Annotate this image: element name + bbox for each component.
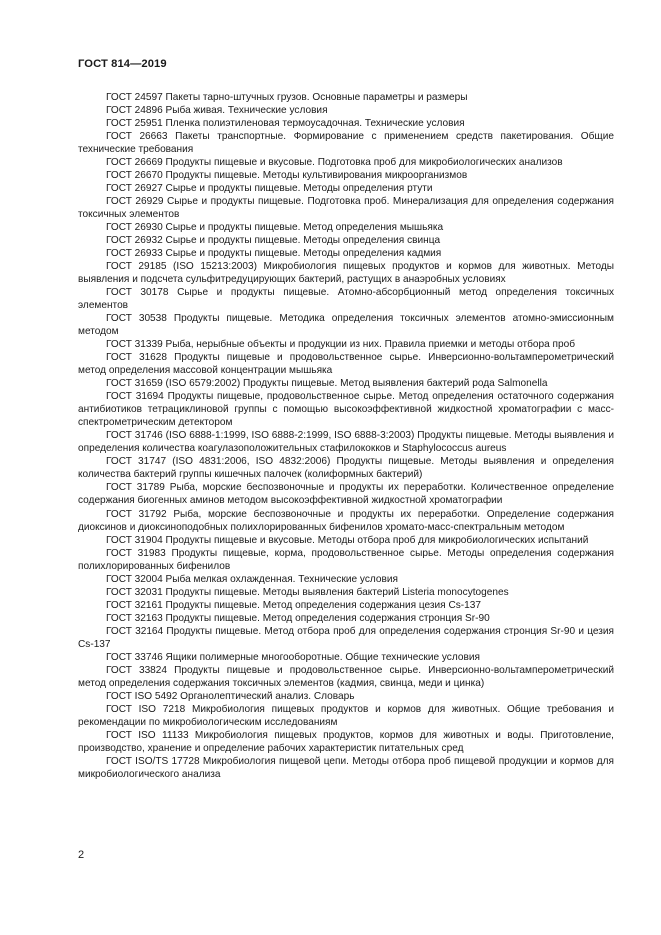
reference-item: ГОСТ ISO 11133 Микробиология пищевых продуктов, кормов для животных и воды. Приготовление, производство, хранение и определение рабочих характеристик питательных сред	[78, 729, 614, 754]
reference-item: ГОСТ 24597 Пакеты тарно-штучных грузов. Основные параметры и размеры	[106, 92, 468, 103]
reference-item: ГОСТ 26663 Пакеты транспортные. Формирование с применением средств пакетирования. Общие технические требования	[78, 131, 614, 156]
reference-item: ГОСТ 24896 Рыба живая. Технические условия	[106, 105, 328, 117]
normative-references-list	[78, 91, 614, 781]
reference-item: ГОСТ 31983 Продукты пищевые, корма, продовольственное сырье. Методы определения содержания полихлорированных бифенилов	[78, 547, 614, 572]
reference-item: ГОСТ 30178 Сырье и продукты пищевые. Атомно-абсорбционный метод определения токсичных элементов	[78, 287, 614, 312]
reference-item: ГОСТ 32163 Продукты пищевые. Метод определения содержания стронция Sr-90	[106, 612, 490, 624]
reference-item: ГОСТ 31628 Продукты пищевые и продовольственное сырье. Инверсионно-вольтамперометрический метод определения массовой концентрации мышьяка	[78, 352, 614, 377]
reference-item: ГОСТ 31747 (ISO 4831:2006, ISO 4832:2006) Продукты пищевые. Методы выявления и определения количества бактерий группы кишечных палочек (колиформных бактерий)	[78, 456, 614, 481]
reference-item: ГОСТ 31694 Продукты пищевые, продовольственное сырье. Метод определения остаточного содержания антибиотиков тетрациклиновой группы с помощью высокоэффективной жидкостной хроматографии с масс-спектрометрическим детектором	[78, 391, 614, 429]
reference-item: ГОСТ 32161 Продукты пищевые. Метод определения содержания цезия Cs-137	[106, 599, 481, 611]
reference-item: ГОСТ 26670 Продукты пищевые. Методы культивирования микроорганизмов	[106, 170, 468, 182]
reference-item: ГОСТ ISO 5492 Органолептический анализ. Словарь	[106, 690, 355, 702]
reference-item: ГОСТ 33746 Ящики полимерные многооборотные. Общие технические условия	[106, 651, 480, 663]
reference-item: ГОСТ 32004 Рыба мелкая охлажденная. Технические условия	[106, 573, 398, 585]
reference-item: ГОСТ 33824 Продукты пищевые и продовольственное сырье. Инверсионно-вольтамперометрический метод определения содержания токсичных элементов (кадмия, свинца, меди и цинка)	[78, 664, 614, 689]
reference-item: ГОСТ 26929 Сырье и продукты пищевые. Подготовка проб. Минерализация для определения содержания токсичных элементов	[78, 196, 614, 221]
reference-item: ГОСТ ISO 7218 Микробиология пищевых продуктов и кормов для животных. Общие требования и рекомендации по микробиологическим исследованиям	[78, 703, 614, 728]
reference-item: ГОСТ 31339 Рыба, нерыбные объекты и продукции из них. Правила приемки и методы отбора проб	[106, 339, 575, 351]
reference-item: ГОСТ 30538 Продукты пищевые. Методика определения токсичных элементов атомно-эмиссионным методом	[78, 313, 614, 338]
reference-item: ГОСТ 31746 (ISO 6888-1:1999, ISO 6888-2:1999, ISO 6888-3:2003) Продукты пищевые. Методы выявления и определения количества коагулазоположительных стафилококков и Staphylococcus aureus	[78, 430, 614, 455]
page-number: 2	[78, 849, 85, 861]
reference-item: ГОСТ 26933 Сырье и продукты пищевые. Методы определения кадмия	[106, 248, 442, 260]
reference-item: ГОСТ 29185 (ISO 15213:2003) Микробиология пищевых продуктов и кормов для животных. Методы выявления и подсчета сульфитредуцирующих бактерий, растущих в анаэробных условиях	[78, 261, 614, 286]
reference-item: ГОСТ ISO/TS 17728 Микробиология пищевой цепи. Методы отбора проб пищевой продукции и кормов для микробиологического анализа	[78, 755, 614, 780]
reference-item: ГОСТ 32031 Продукты пищевые. Методы выявления бактерий Listeria monocytogenes	[106, 586, 509, 598]
reference-item: ГОСТ 31792 Рыба, морские беспозвоночные и продукты их переработки. Определение содержания диоксинов и диоксиноподобных полихлорированных бифенилов хромато-масс-спектральным методом	[78, 508, 614, 533]
reference-item: ГОСТ 32164 Продукты пищевые. Метод отбора проб для определения содержания стронция Sr-90 и цезия Cs-137	[78, 625, 614, 650]
reference-item: ГОСТ 26930 Сырье и продукты пищевые. Метод определения мышьяка	[106, 222, 444, 234]
reference-item: ГОСТ 31904 Продукты пищевые и вкусовые. Методы отбора проб для микробиологических испытаний	[106, 534, 589, 546]
reference-item: ГОСТ 26932 Сырье и продукты пищевые. Методы определения свинца	[106, 235, 441, 247]
reference-item: ГОСТ 26669 Продукты пищевые и вкусовые. Подготовка проб для микробиологических анализов	[106, 157, 563, 169]
reference-item: ГОСТ 31789 Рыба, морские беспозвоночные и продукты их переработки. Количественное определение содержания биогенных аминов методом высокоэффективной жидкостной хроматографии	[78, 482, 614, 507]
document-header: ГОСТ 814—2019	[78, 58, 167, 70]
reference-item: ГОСТ 26927 Сырье и продукты пищевые. Методы определения ртути	[106, 183, 433, 195]
reference-item: ГОСТ 25951 Пленка полиэтиленовая термоусадочная. Технические условия	[106, 118, 465, 130]
reference-item: ГОСТ 31659 (ISO 6579:2002) Продукты пищевые. Метод выявления бактерий рода Salmonella	[106, 378, 548, 390]
